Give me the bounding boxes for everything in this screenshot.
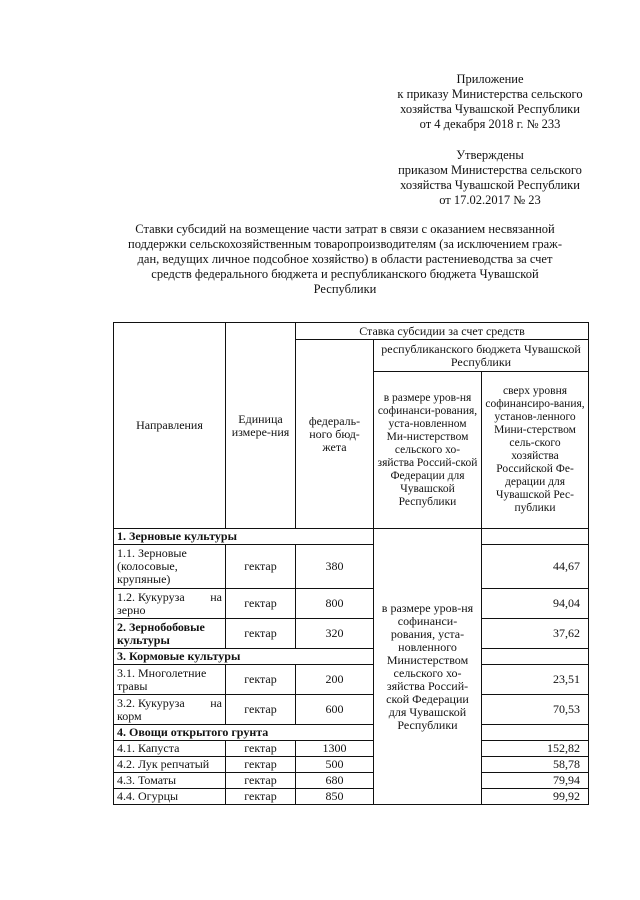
- subsidy-rates-table: [113, 322, 589, 805]
- row-federal: 500: [296, 757, 374, 773]
- header-rate-group: Ставка субсидии за счет средств: [296, 323, 589, 340]
- row-federal: 600: [296, 695, 374, 725]
- row-name: 4.2. Лук репчатый: [114, 757, 226, 773]
- approved-line: Утверждены: [456, 148, 524, 162]
- row-name: 3.2. Кукуруза на корм: [114, 695, 226, 725]
- merged-cofin-cell: в размере уров-ня софинанси-рования, уста-новленного Министерством сельского хо-зяйства Россий-ской Федерации для Чувашской Республики: [374, 529, 482, 805]
- empty-cell: [482, 529, 589, 545]
- table-row: [114, 665, 589, 695]
- row-federal: 850: [296, 789, 374, 805]
- row-unit: гектар: [226, 757, 296, 773]
- header-federal: федераль-ного бюд-жета: [296, 340, 374, 529]
- row-unit: гектар: [226, 665, 296, 695]
- row-federal: 680: [296, 773, 374, 789]
- appendix-line: к приказу Министерства сельского: [397, 87, 583, 101]
- header-above: сверх уровня софинансиро-вания, установ-ленного Мини-стерством сель-ского хозяйства Российской Фе-дерации для Чувашской Рес-публики: [482, 372, 589, 529]
- row-name: 1.1. Зерновые (колосовые, крупяные): [114, 545, 226, 589]
- header-row: [114, 323, 589, 340]
- approved-line: хозяйства Чувашской Республики: [400, 178, 580, 192]
- row-unit: гектар: [226, 741, 296, 757]
- section-row: [114, 529, 589, 545]
- row-name: 4.1. Капуста: [114, 741, 226, 757]
- row-above: 44,67: [482, 545, 589, 589]
- row-above: 79,94: [482, 773, 589, 789]
- table-row: [114, 589, 589, 619]
- row-unit: гектар: [226, 789, 296, 805]
- section-feed: 3. Кормовые культуры: [114, 649, 374, 665]
- section-row: [114, 725, 589, 741]
- row-above: 37,62: [482, 619, 589, 649]
- appendix-line: Приложение: [456, 72, 524, 86]
- row-above: 70,53: [482, 695, 589, 725]
- row-above: 23,51: [482, 665, 589, 695]
- approved-line: приказом Министерства сельского: [398, 163, 582, 177]
- section-grain: 1. Зерновые культуры: [114, 529, 374, 545]
- header-republic-group: республиканского бюджета Чувашской Республики: [374, 340, 589, 372]
- row-federal: 320: [296, 619, 374, 649]
- row-unit: гектар: [226, 619, 296, 649]
- row-unit: гектар: [226, 545, 296, 589]
- title-line: Республики: [313, 282, 377, 296]
- section-row: [114, 649, 589, 665]
- section-veg: 4. Овощи открытого грунта: [114, 725, 374, 741]
- row-name: 4.3. Томаты: [114, 773, 226, 789]
- title-line: дан, ведущих личное подсобное хозяйство) в области растениеводства за счет: [137, 252, 553, 266]
- table-row: [114, 757, 589, 773]
- row-unit: гектар: [226, 589, 296, 619]
- row-federal: 800: [296, 589, 374, 619]
- table-row: [114, 545, 589, 589]
- empty-cell: [482, 649, 589, 665]
- table-row: [114, 789, 589, 805]
- document-title: [100, 222, 590, 297]
- header-unit: Единица измере-ния: [226, 323, 296, 529]
- row-name: 2. Зернобобовые культуры: [114, 619, 226, 649]
- appendix-block: [370, 72, 610, 132]
- header-cofin: в размере уров-ня софинанси-рования, уста-новленном Ми-нистерством сельского хо-зяйства Россий-ской Федерации для Чувашской Республики: [374, 372, 482, 529]
- row-above: 94,04: [482, 589, 589, 619]
- title-line: Ставки субсидий на возмещение части затрат в связи с оказанием несвязанной: [135, 222, 555, 236]
- approved-line: от 17.02.2017 № 23: [439, 193, 541, 207]
- approved-block: [370, 148, 610, 208]
- appendix-line: хозяйства Чувашской Республики: [400, 102, 580, 116]
- row-above: 152,82: [482, 741, 589, 757]
- table-row: [114, 619, 589, 649]
- empty-cell: [482, 725, 589, 741]
- table-row: [114, 741, 589, 757]
- row-federal: 200: [296, 665, 374, 695]
- row-name: 1.2. Кукуруза на зерно: [114, 589, 226, 619]
- row-unit: гектар: [226, 773, 296, 789]
- row-above: 99,92: [482, 789, 589, 805]
- row-federal: 1300: [296, 741, 374, 757]
- row-federal: 380: [296, 545, 374, 589]
- table-row: [114, 695, 589, 725]
- appendix-line: от 4 декабря 2018 г. № 233: [419, 117, 561, 131]
- row-name: 4.4. Огурцы: [114, 789, 226, 805]
- row-name: 3.1. Многолетние травы: [114, 665, 226, 695]
- row-unit: гектар: [226, 695, 296, 725]
- title-line: поддержки сельскохозяйственным товаропроизводителям (за исключением граж-: [128, 237, 562, 251]
- table-row: [114, 773, 589, 789]
- row-above: 58,78: [482, 757, 589, 773]
- header-direction: Направления: [114, 323, 226, 529]
- title-line: средств федерального бюджета и республиканского бюджета Чувашской: [151, 267, 539, 281]
